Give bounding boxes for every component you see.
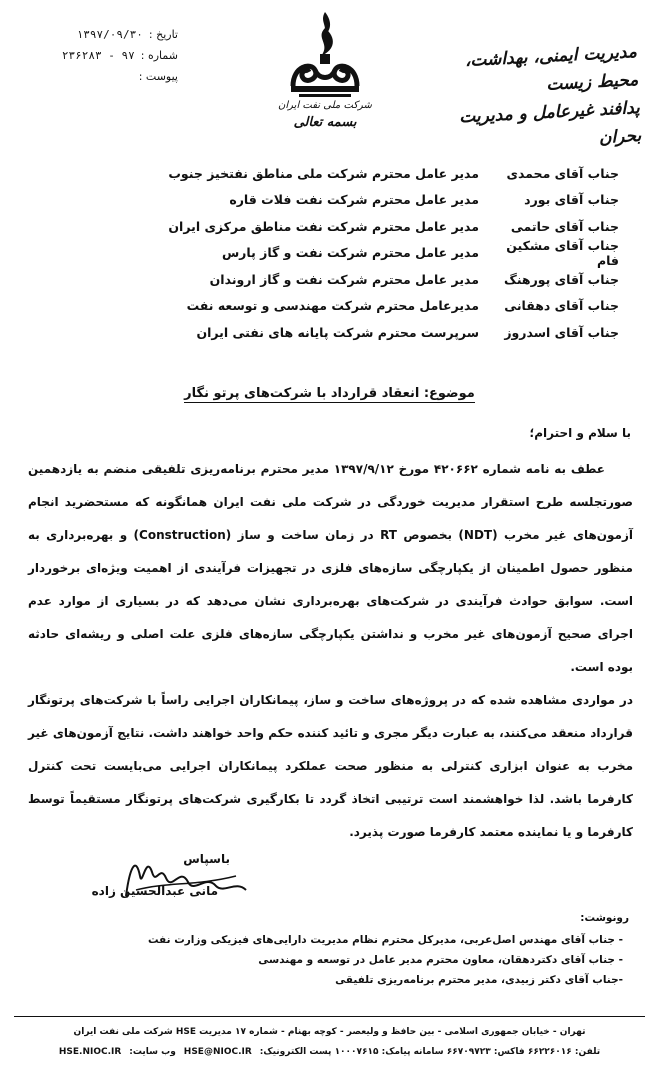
- body-paragraph: در مواردی مشاهده شده که در پروژه‌های ساخت و ساز، پیمانکاران اجرایی راساً با شرکت‌های پرتونگار قرارداد منعقد می‌کنند، به عبارت دیگر مجری و تائید کننده حکم واحد خواهند داشت. نتایج آزمون‌های غیر مخرب به عنوان ابزاری کنترلی به منظور صحت عملکرد پیمانکاران اجرایی می‌بایست تحت کنترل کارفرما باشد. لذا خواهشمند است ترتیبی اتخاذ گردد تا بکارگیری شرکت‌های پرتونگار مستقیماً توسط کارفرما و یا نماینده معتمد کارفرما صورت پذیرد.: [28, 693, 633, 839]
- recipient-row: [99, 319, 619, 346]
- recipient-row: [99, 293, 619, 320]
- recipient-row: [99, 213, 619, 240]
- attachment-row: [28, 66, 178, 87]
- cc-block: [69, 912, 629, 990]
- footer-divider: [14, 1016, 645, 1017]
- greeting: با سلام و احترام؛: [529, 426, 631, 440]
- recipient-row: [99, 187, 619, 214]
- department-line-1: مدیریت ایمنی، بهداشت، محیط زیست: [464, 42, 639, 95]
- recipient-name: جناب آقای حاتمی: [510, 218, 619, 234]
- recipient-title: مدیر عامل محترم شرکت نفت و گاز پارس: [221, 245, 479, 261]
- recipient-title: مدیر عامل محترم شرکت نفت فلات قاره: [229, 192, 479, 208]
- cc-item: - جناب آقای دکتردهقان، معاون محترم مدیر عامل در توسعه و مهندسی: [258, 954, 623, 966]
- subject-text: موضوع: انعقاد قرارداد با شرکت‌های پرتو نگار: [184, 386, 475, 401]
- number-label: شماره :: [140, 49, 178, 62]
- department-heading: [436, 38, 642, 160]
- recipient-list: [99, 160, 619, 346]
- body-paragraph: عطف به نامه شماره ۴۲۰۶۶۲ مورخ ۱۳۹۷/۹/۱۲ مدیر محترم برنامه‌ریزی تلفیقی منضم به یازدهمین صورتجلسه طرح استقرار مدیریت خوردگی در شرکت ملی نفت ایران همانگونه که مستحضرید انجام آزمون‌های غیر مخرب (NDT) بخصوص RT در زمان ساخت و ساز (Construction) و بهره‌برداری به منظور حصول اطمینان از یکپارچگی سازه‌های فلزی در تجهیزات فرآیندی از اهمیت ویژه‌ای برخوردار است. سوابق حوادث فرآیندی در شرکت‌های بهره‌برداری نشان می‌دهد که در بسیاری از موارد عدم اجرای صحیح آزمون‌های غیر مخرب و نداشتن یکپارچگی سازه‌های فلزی علت اصلی و ریشه‌ای حادثه بوده است.: [28, 462, 633, 674]
- closing-thanks: باسپاس: [183, 852, 230, 866]
- cc-item: -جناب آقای دکتر زبیدی، مدیر محترم برنامه‌ریزی تلفیقی: [335, 974, 623, 986]
- signer-name: مانی عبدالحسین زاده: [91, 884, 218, 898]
- bismillah: بسمه تعالی: [293, 115, 357, 130]
- number-value: ۹۷ - ۲۳۶۲۸۳: [61, 49, 135, 62]
- footer-email: HSE@NIOC.IR: [183, 1047, 252, 1057]
- letter-body: [28, 453, 633, 849]
- footer-phone: تلفن: ۶۶۲۲۶۰۱۶ فاکس: ۶۶۷۰۹۷۲۳ سامانه پیامک: ۱۰۰۰۷۶۱۵ پست الکترونیک:: [259, 1047, 601, 1057]
- nioc-flame-logo-icon: [285, 8, 365, 100]
- cc-item: - جناب آقای مهندس اصل‌عربی، مدیرکل محترم نظام مدیریت دارایی‌های فیزیکی وزارت نفت: [147, 934, 623, 946]
- recipient-row: [99, 237, 619, 268]
- footer-contact-row: [14, 1042, 645, 1062]
- recipient-title: مدیر عامل محترم شرکت نفت مناطق مرکزی ایران: [168, 218, 479, 234]
- recipient-name: جناب آقای پورهنگ: [504, 271, 619, 287]
- recipient-title: مدیر عامل محترم شرکت نفت و گاز اروندان: [209, 271, 479, 287]
- recipient-name: جناب آقای محمدی: [506, 165, 619, 181]
- reference-block: [28, 24, 178, 87]
- recipient-title: مدیر عامل محترم شرکت ملی مناطق نفتخیز جنوب: [168, 165, 479, 181]
- attachment-label: پیوست :: [138, 70, 178, 83]
- cc-title: رونوشت:: [580, 912, 629, 924]
- date-label: تاریخ :: [148, 28, 178, 41]
- recipient-name: جناب آقای بورد: [524, 192, 619, 208]
- footer-address: تهران - خیابان جمهوری اسلامی - بین حافظ و ولیعصر - کوچه بهنام - شماره ۱۷ مدیریت HSE شرکت ملی نفت ایران: [73, 1027, 586, 1037]
- department-line-2: پدافند غیرعامل و مدیریت بحران: [458, 97, 642, 149]
- recipient-title: مدیرعامل محترم شرکت مهندسی و توسعه نفت: [186, 298, 479, 314]
- recipient-title: سرپرست محترم شرکت پایانه های نفتی ایران: [196, 324, 479, 340]
- recipient-row: [99, 160, 619, 187]
- subject-line: [0, 386, 659, 401]
- number-row: [28, 45, 178, 66]
- closing-block: [88, 850, 258, 910]
- handwritten-signature: [96, 846, 256, 908]
- recipient-row: [99, 266, 619, 293]
- company-name: شرکت ملی نفت ایران: [278, 100, 372, 111]
- nioc-logo-block: [270, 8, 380, 136]
- date-value: ۱۳۹۷/۰۹/۳۰: [76, 28, 143, 41]
- footer-website-label: وب سایت:: [129, 1047, 176, 1057]
- recipient-name: جناب آقای دهقانی: [504, 298, 619, 314]
- recipient-name: جناب آقای اسدروز: [504, 324, 619, 340]
- footer-website: HSE.NIOC.IR: [58, 1047, 122, 1057]
- date-row: [28, 24, 178, 45]
- recipient-name: جناب آقای مشکین فام: [506, 237, 619, 268]
- letterhead-footer: [14, 1022, 645, 1062]
